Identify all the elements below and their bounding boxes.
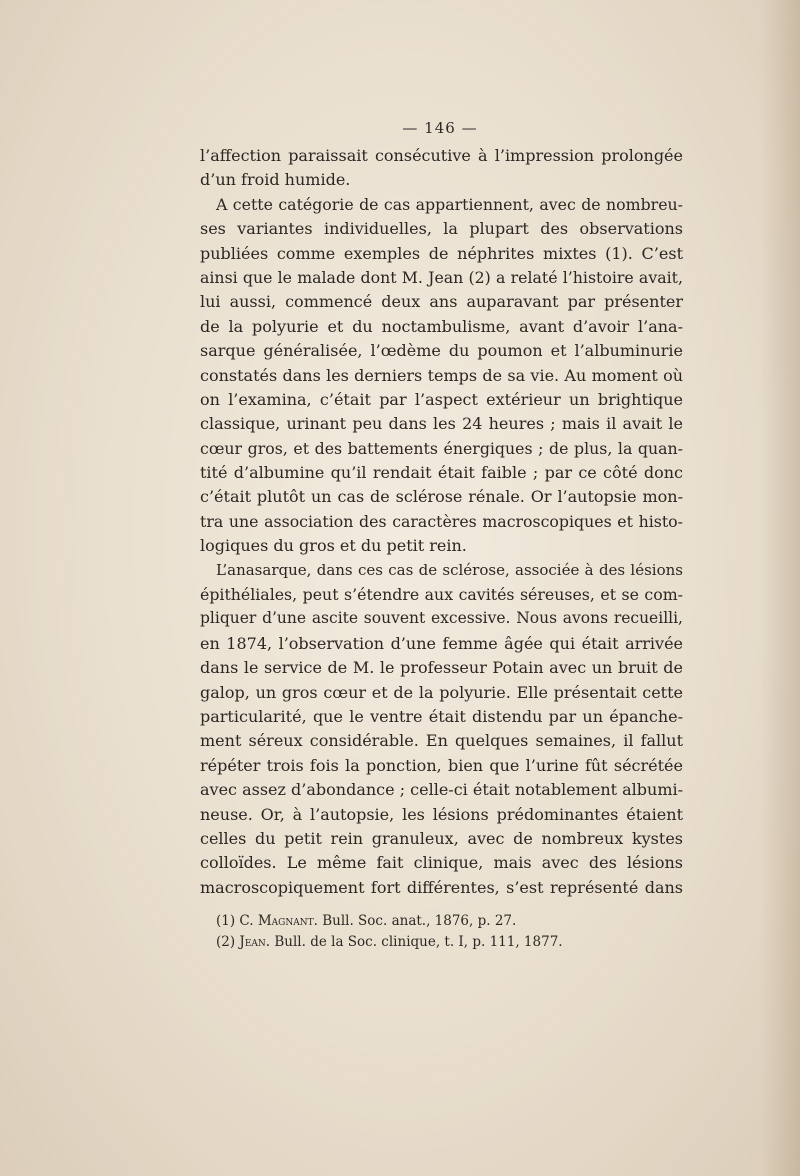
page-number: — 146 —: [402, 119, 478, 137]
text-line: avec assez d’abondance ; celle-ci était notablement albumi-: [200, 780, 683, 800]
footnotes: [216, 911, 636, 953]
text-line: épithéliales, peut s’étendre aux cavités séreuses, et se com-: [200, 585, 683, 605]
footnote-reference: Bull. de la Soc. clinique, t. I, p. 111, 1877.: [274, 934, 563, 950]
text-line: tité d’albumine qu’il rendait était faible ; par ce côté donc: [200, 463, 683, 483]
text-line: dans le service de M. le professeur Potain avec un bruit de: [200, 658, 683, 678]
text-line: particularité, que le ventre était distendu par un épanche-: [200, 706, 683, 726]
text-line: L’anasarque, dans ces cas de sclérose, associée à des lésions: [216, 560, 683, 579]
text-line: sarque généralisée, l’œdème du poumon et l’albuminurie: [200, 341, 683, 361]
text-line: de la polyurie et du noctambulisme, avant d’avoir l’ana-: [200, 316, 683, 336]
text-line: classique, urinant peu dans les 24 heures ; mais il avait le: [200, 414, 683, 434]
text-line: ment séreux considérable. En quelques semaines, il fallut: [200, 731, 683, 751]
footnote-author: C. Magnant.: [239, 913, 318, 929]
text-line: c’était plutôt un cas de sclérose rénale. Or l’autopsie mon-: [200, 487, 683, 507]
footnote-author: Jean.: [239, 934, 271, 950]
body-text: [200, 146, 683, 902]
text-line: tra une association des caractères macroscopiques et histo-: [200, 511, 683, 531]
page-edge-shadow: [760, 0, 800, 1176]
text-line: colloïdes. Le même fait clinique, mais avec des lésions: [200, 853, 683, 873]
footnote-reference: Bull. Soc. anat., 1876, p. 27.: [322, 913, 517, 929]
footnote-marker: (2): [216, 934, 236, 950]
text-line: A cette catégorie de cas appartiennent, avec de nombreu-: [216, 194, 683, 214]
text-line: en 1874, l’observation d’une femme âgée qui était arrivée: [200, 633, 683, 653]
text-line: cœur gros, et des battements énergiques ; de plus, la quan-: [200, 438, 683, 458]
text-line: répéter trois fois la ponction, bien que l’urine fût sécrétée: [200, 755, 683, 775]
text-line: on l’examina, c’était par l’aspect extérieur un brightique: [200, 389, 683, 409]
text-line: galop, un gros cœur et de la polyurie. Elle présentait cette: [200, 682, 683, 702]
footnote: [216, 932, 636, 953]
text-line: l’affection paraissait consécutive à l’impression prolongée: [200, 146, 683, 165]
text-line: ses variantes individuelles, la plupart des observations: [200, 219, 683, 239]
footnote-marker: (1): [216, 913, 236, 929]
text-line: d’un froid humide.: [200, 170, 351, 190]
text-line: macroscopiquement fort différentes, s’est représenté dans: [200, 877, 683, 897]
text-line: publiées comme exemples de néphrites mixtes (1). C’est: [200, 243, 683, 263]
text-line: ainsi que le malade dont M. Jean (2) a relaté l’histoire avait,: [200, 267, 683, 287]
footnote: [216, 911, 636, 932]
text-line: constatés dans les derniers temps de sa vie. Au moment où: [200, 365, 683, 385]
text-line: celles du petit rein granuleux, avec de nombreux kystes: [200, 828, 683, 848]
text-line: pliquer d’une ascite souvent excessive. Nous avons recueilli,: [200, 609, 683, 628]
text-line: lui aussi, commencé deux ans auparavant par présenter: [200, 292, 683, 312]
text-line: neuse. Or, à l’autopsie, les lésions prédominantes étaient: [200, 804, 683, 824]
text-line: logiques du gros et du petit rein.: [200, 536, 467, 556]
